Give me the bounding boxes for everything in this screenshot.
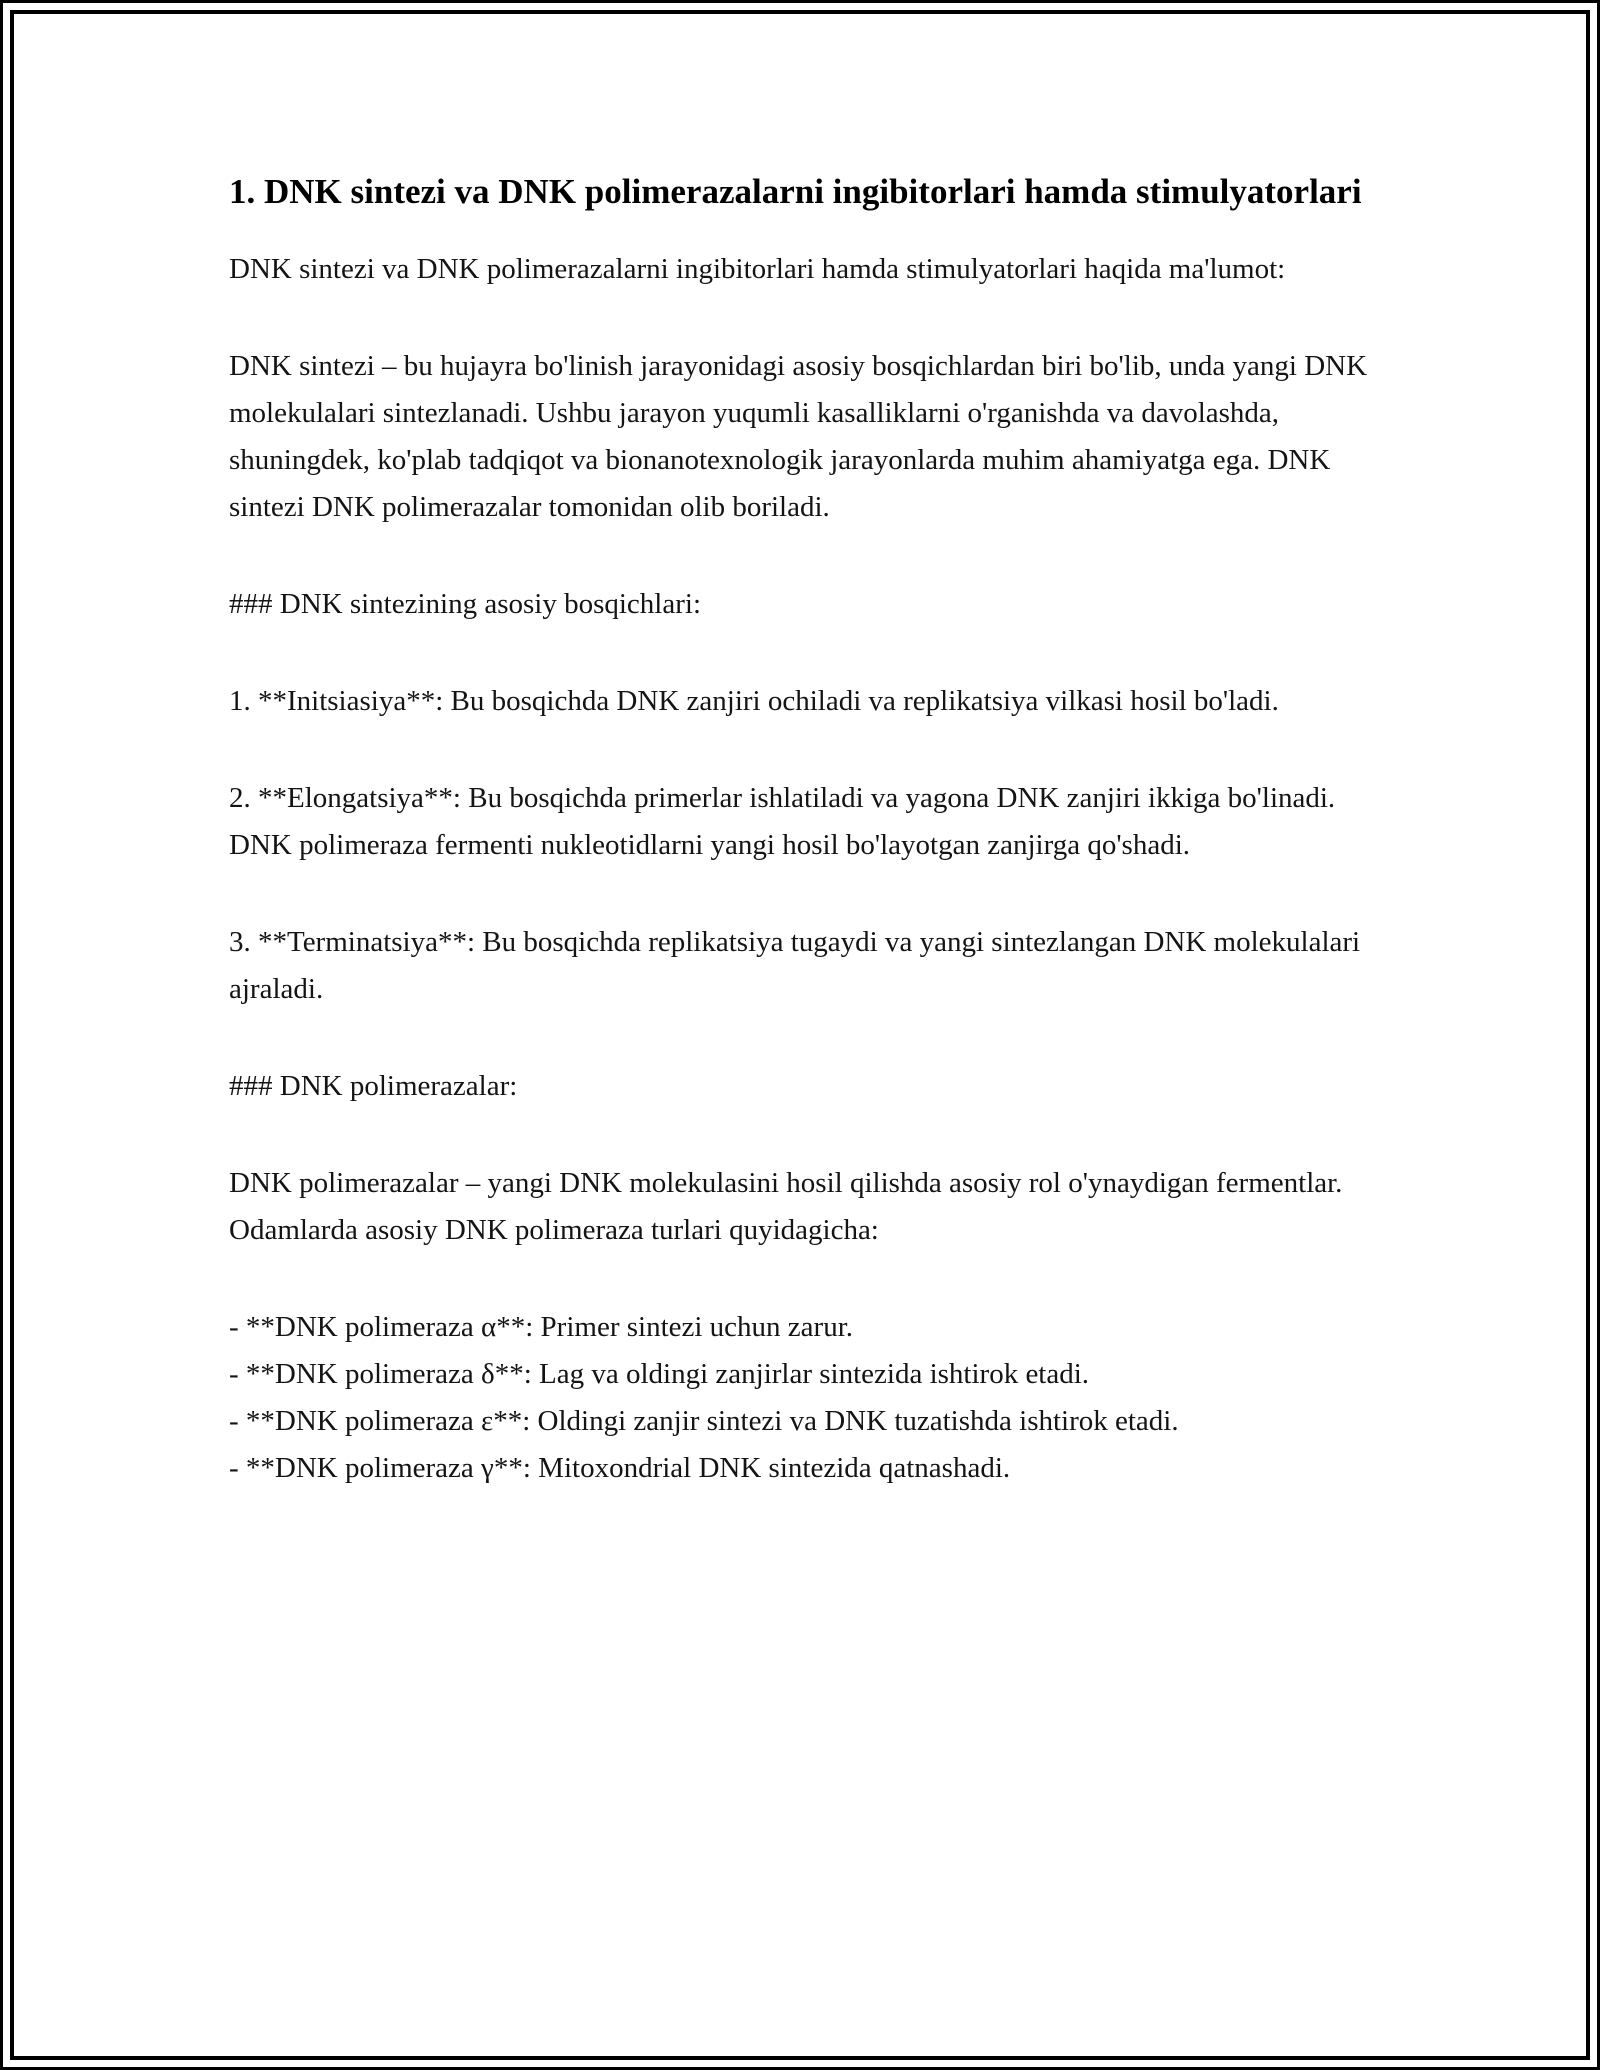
paragraph-elongatsiya: 2. **Elongatsiya**: Bu bosqichda primerlar ishlatiladi va yagona DNK zanjiri ikkiga bo'linadi. DNK polimeraza fermenti nukleotidlarni yangi hosil bo'layotgan zanjirga qo'shadi. <box>229 781 1336 861</box>
list-item-polimeraza-alpha: - **DNK polimeraza α**: Primer sintezi uchun zarur. <box>229 1310 854 1343</box>
list-item-polimeraza-delta: - **DNK polimeraza δ**: Lag va oldingi zanjirlar sintezida ishtirok etadi. <box>229 1357 1090 1390</box>
paragraph-intro: DNK sintezi va DNK polimerazalarni ingibitorlari hamda stimulyatorlari haqida ma'lumot: <box>229 252 1286 285</box>
paragraph-polimerazalar-overview: DNK polimerazalar – yangi DNK molekulasini hosil qilishda asosiy rol o'ynaydigan fermentlar. Odamlarda asosiy DNK polimeraza turlari quyidagicha: <box>229 1166 1343 1246</box>
page-border-frame <box>10 10 1590 2060</box>
paragraph-initsiasiya: 1. **Initsiasiya**: Bu bosqichda DNK zanjiri ochiladi va replikatsiya vilkasi hosil bo'ladi. <box>229 684 1279 717</box>
markdown-heading-polimerazalar: ### DNK polimerazalar: <box>229 1069 518 1102</box>
markdown-heading-bosqichlari: ### DNK sintezining asosiy bosqichlari: <box>229 587 702 620</box>
document-content <box>229 162 1379 1492</box>
polymerase-list <box>229 1304 1379 1492</box>
document-title: 1. DNK sintezi va DNK polimerazalarni ingibitorlari hamda stimulyatorlari <box>229 172 1362 211</box>
list-item-polimeraza-gamma: - **DNK polimeraza γ**: Mitoxondrial DNK sintezida qatnashadi. <box>229 1451 1011 1484</box>
list-item-polimeraza-epsilon: - **DNK polimeraza ε**: Oldingi zanjir sintezi va DNK tuzatishda ishtirok etadi. <box>229 1404 1179 1437</box>
paragraph-dnk-sintezi-overview: DNK sintezi – bu hujayra bo'linish jarayonidagi asosiy bosqichlardan biri bo'lib, unda yangi DNK molekulalari sintezlanadi. Ushbu jarayon yuqumli kasalliklarni o'rganishda va davolashda, shuningdek, ko'plab tadqiqot va bionanotexnologik jarayonlarda muhim ahamiyatga ega. DNK sintezi DNK polimerazalar tomonidan olib boriladi. <box>229 349 1368 523</box>
paragraph-terminatsiya: 3. **Terminatsiya**: Bu bosqichda replikatsiya tugaydi va yangi sintezlangan DNK molekulalari ajraladi. <box>229 925 1361 1005</box>
